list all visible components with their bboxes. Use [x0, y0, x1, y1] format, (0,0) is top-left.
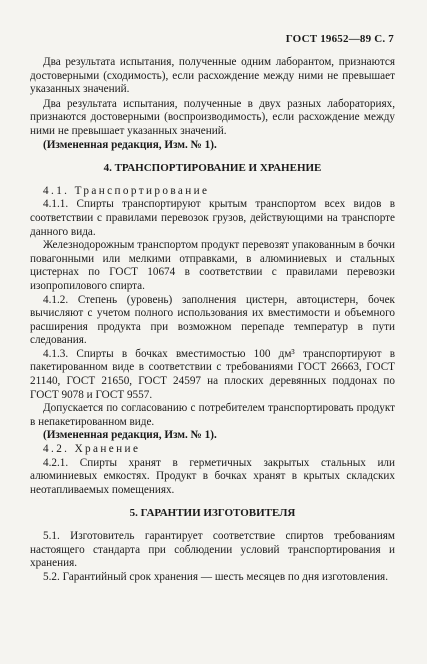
edit-note: (Измененная редакция, Изм. № 1).	[43, 138, 217, 151]
paragraph: Железнодорожным транспортом продукт перевозят упакованным в бочки повагонными или мелкими отправками, в алюминиевых и стальных цистернах по ГОСТ 10674 в соответствии с правилами перевозки изопропилового спирта.	[30, 239, 395, 292]
paragraph: 5.1. Изготовитель гарантирует соответствие спиртов требованиям настоящего стандарта при соблюдении условий транспортирования и хранения.	[30, 530, 395, 570]
page-header: ГОСТ 19652—89 С. 7	[285, 33, 394, 45]
paragraph: 4.1.1. Спирты транспортируют крытым транспортом всех видов в соответствии с правилами перевозок грузов, действующими на транспорте данного вида.	[30, 198, 395, 238]
document-body	[30, 56, 395, 584]
subsection-heading: 4.1. Транспортирование	[43, 184, 210, 197]
paragraph: Два результата испытания, полученные в двух разных лабораториях, признаются достоверными (воспроизводимость), если расхождение между ними не превышает указанных значений.	[30, 97, 395, 137]
paragraph: 4.2.1. Спирты хранят в герметичных закрытых стальных или алюминиевых емкостях. Продукт в бочках хранят в крытых складских неотапливаемых помещениях.	[30, 456, 395, 496]
paragraph: 5.2. Гарантийный срок хранения — шесть месяцев по дня изготовления.	[43, 570, 388, 583]
section-heading: 4. ТРАНСПОРТИРОВАНИЕ И ХРАНЕНИЕ	[103, 162, 322, 175]
paragraph: 4.1.3. Спирты в бочках вместимостью 100 дм³ транспортируют в пакетированном виде в соответствии с требованиями ГОСТ 26663, ГОСТ 21140, ГОСТ 21650, ГОСТ 24597 на плоских деревянных поддонах по ГОСТ 9078 и ГОСТ 9557.	[30, 347, 395, 401]
paragraph: Допускается по согласованию с потребителем транспортировать продукт в непакетированном виде.	[30, 402, 395, 428]
paragraph: 4.1.2. Степень (уровень) заполнения цистерн, автоцистерн, бочек вычисляют с учетом полного использования их вместимости и объемного расширения продукта при возможном перепаде температур в пути следования.	[30, 293, 395, 347]
section-heading: 5. ГАРАНТИИ ИЗГОТОВИТЕЛЯ	[129, 507, 296, 520]
edit-note: (Измененная редакция, Изм. № 1).	[43, 429, 217, 442]
subsection-heading: 4.2. Хранение	[43, 443, 141, 456]
paragraph: Два результата испытания, полученные одним лаборантом, признаются достоверными (сходимость), если расхождение между ними не превышает указанных значений.	[30, 56, 395, 96]
